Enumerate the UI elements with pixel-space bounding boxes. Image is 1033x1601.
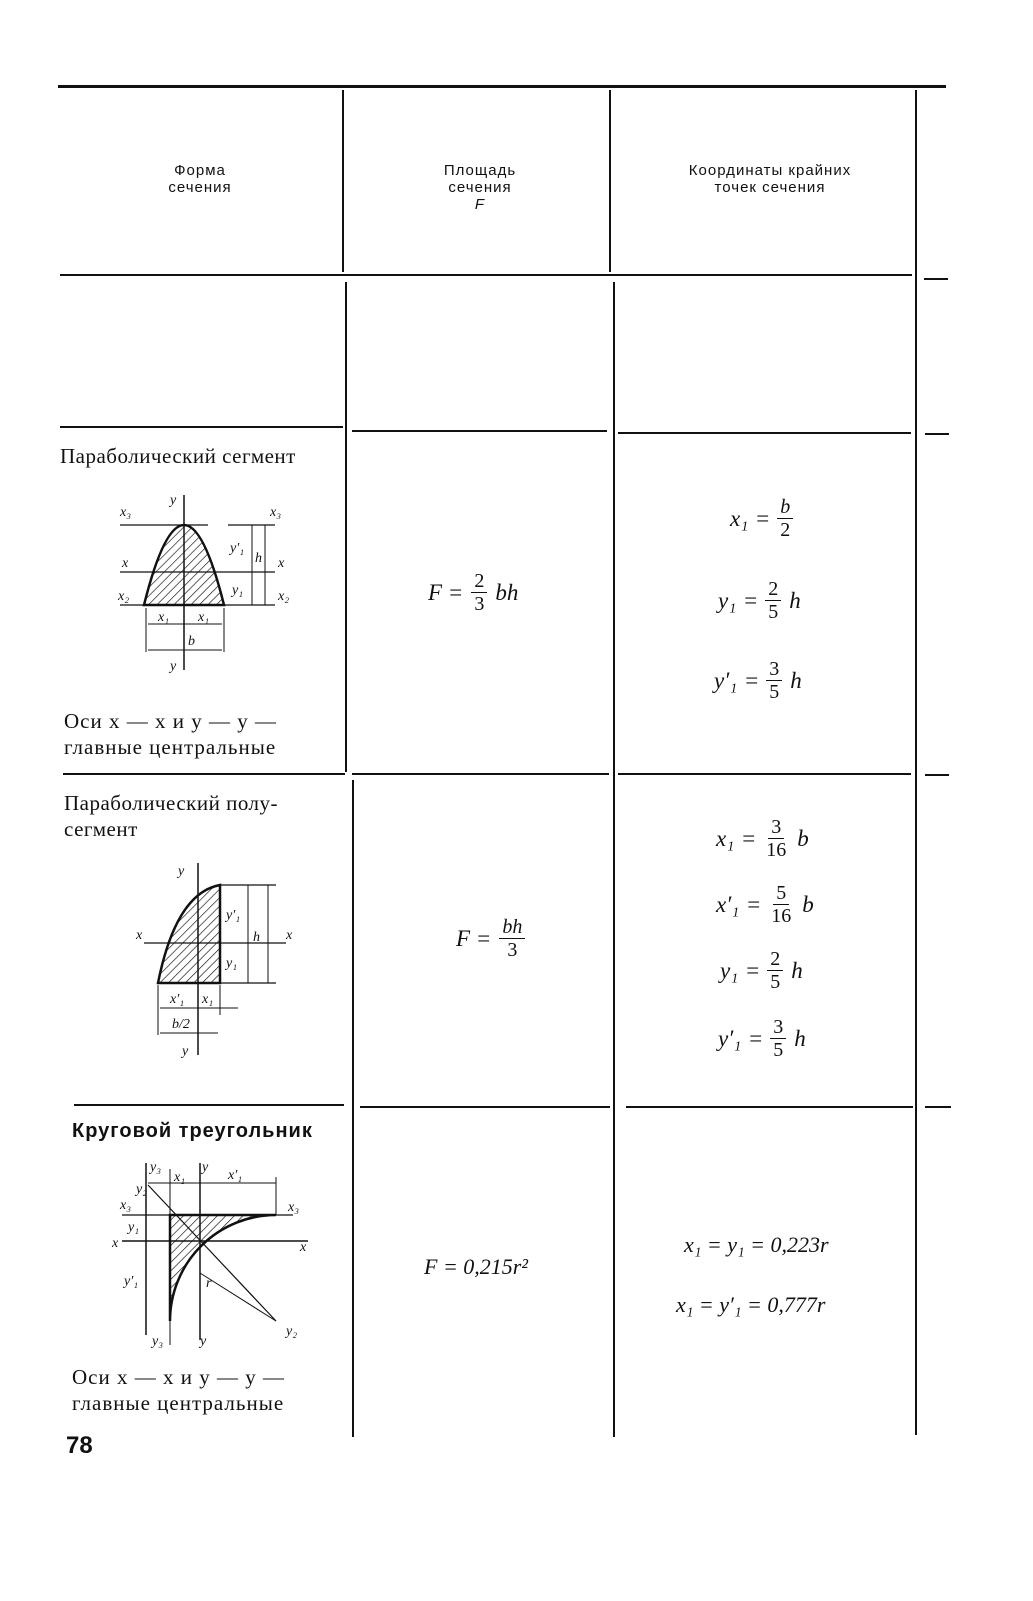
row1-area-fraction: $\frac{2}{3}$ [471,570,487,615]
header-coords: Координаты крайних точек сечения [688,162,852,196]
row3-coord-1: x₁ = y₁ = 0,223r [684,1232,829,1257]
fig2-label-x1: x₁ [202,992,214,1007]
fig1-label-b: b [188,634,195,649]
row-rule-3-far [925,1106,951,1108]
fig3-label-x1p: x′₁ [228,1168,243,1183]
fig1-label-x-right: x [278,556,285,571]
fig3-label-y1p: y′₁ [124,1274,139,1289]
header-form: Форма сечения [168,162,232,196]
row3-title: Круговой треугольник [72,1120,313,1142]
fig1-label-y-bottom: y [170,659,177,674]
fig3-label-x3-right: x₃ [288,1200,300,1215]
header-bottom-rule [60,274,912,276]
fig1-label-x2-right: x₂ [278,589,290,604]
fig1-label-x3-right: x₃ [270,505,282,520]
fig2-label-y-top: y [178,864,185,879]
row2-coord-x1p-fraction: $\frac{5}{16}$ [771,882,792,927]
fig3-label-y3-bottom: y₃ [152,1334,164,1349]
fig2-label-h: h [253,930,260,945]
fig1-label-x2-left: x₂ [118,589,130,604]
fig3-label-y3-top: y₃ [150,1160,162,1175]
row1-coord-x1-fraction: $\frac{b}{2}$ [777,496,793,541]
row-rule-1-mid [352,430,607,432]
fig3-label-y1: y₁ [128,1220,140,1235]
fig2-label-x-right: x [286,928,293,943]
fig2-label-y1p: y′₁ [226,908,241,923]
fig1-label-x-left: x [122,556,129,571]
header-area: Площадь сечения F [443,162,517,213]
row-rule-2-mid [352,773,609,775]
row2-coord-x1-fraction: $\frac{3}{16}$ [766,816,787,861]
parabolic-half-segment-figure [126,855,316,1060]
circular-triangle-figure [108,1155,328,1355]
row2-coord-y1p-fraction: $\frac{3}{5}$ [770,1016,786,1061]
row1-coord-x1: x₁ = $\frac{b}{2}$ [730,496,793,541]
row2-coord-y1-fraction: $\frac{2}{5}$ [767,948,783,993]
row-rule-1-far [925,433,949,435]
fig3-label-x-left: x [112,1236,119,1251]
row-rule-2-right [618,773,911,775]
fig1-label-x3-left: x₃ [120,505,132,520]
fig1-label-x1-left: x₁ [158,610,170,625]
row2-area-fraction: $\frac{bh}{3}$ [499,916,525,961]
fig3-label-x3-left: x₃ [120,1198,132,1213]
fig3-label-y-bottom: y [200,1334,207,1349]
row-rule-1-left [60,426,343,428]
row1-coord-y1p: y′₁ = $\frac{3}{5}$ h [714,658,802,703]
row-rule-3-mid [360,1106,610,1108]
row2-coord-y1: y₁ = $\frac{2}{5}$ h [720,948,803,993]
col-divider-1 [345,282,347,772]
row2-area-formula: F = $\frac{bh}{3}$ [456,916,525,961]
fig3-label-r: r [206,1276,212,1291]
fig2-label-y1: y₁ [226,956,238,971]
top-rule [58,85,946,88]
row1-area-formula: F = $\frac{2}{3}$ bh [428,570,519,615]
row1-coord-y1p-fraction: $\frac{3}{5}$ [766,658,782,703]
col-divider-2-header [609,90,611,272]
row3-coord-2: x₁ = y′₁ = 0,777r [676,1292,826,1317]
fig1-label-y1: y₁ [232,583,244,598]
row3-note: Оси x — x и y — y — главные центральные [72,1365,285,1415]
row2-coord-x1: x₁ = $\frac{3}{16}$ b [716,816,809,861]
fig1-label-x1-right: x₁ [198,610,210,625]
header-bottom-rule-right [924,278,948,280]
col-divider-1b [352,780,354,1437]
row-rule-3-left [74,1104,344,1106]
col-divider-1-header [342,90,344,272]
row-rule-2-far [925,774,949,776]
col-divider-3 [915,90,917,1435]
row3-area-formula: F = 0,215r² [424,1254,528,1279]
row2-coord-y1p: y′₁ = $\frac{3}{5}$ h [718,1016,806,1061]
fig2-label-y-bottom: y [182,1044,189,1059]
page-number: 78 [66,1432,93,1459]
parabolic-segment-figure [110,490,310,680]
row1-note: Оси x — x и y — y — главные центральные [64,709,277,759]
fig3-label-y2-top: y₂ [136,1182,148,1197]
row2-title: Параболический полу- сегмент [64,791,279,841]
row-rule-2-left [63,773,345,775]
row-rule-3-right [626,1106,913,1108]
fig3-label-x-right: x [300,1240,307,1255]
fig1-label-y-top: y [170,493,177,508]
fig3-label-y2-bottom: y₂ [286,1324,298,1339]
row1-coord-y1-fraction: $\frac{2}{5}$ [765,578,781,623]
fig2-label-b2: b/2 [172,1017,190,1032]
row-rule-1-right [618,432,911,434]
fig2-label-x1p: x′₁ [170,992,185,1007]
fig1-label-h: h [255,551,262,566]
fig1-label-y1p: y′₁ [230,541,245,556]
row1-coord-y1: y₁ = $\frac{2}{5}$ h [718,578,801,623]
row2-coord-x1p: x′₁ = $\frac{5}{16}$ b [716,882,814,927]
fig2-label-x-left: x [136,928,143,943]
fig3-label-y-top: y [202,1160,209,1175]
row1-title: Параболический сегмент [60,444,296,468]
col-divider-2 [613,282,615,1437]
fig3-label-x1: x₁ [174,1170,186,1185]
